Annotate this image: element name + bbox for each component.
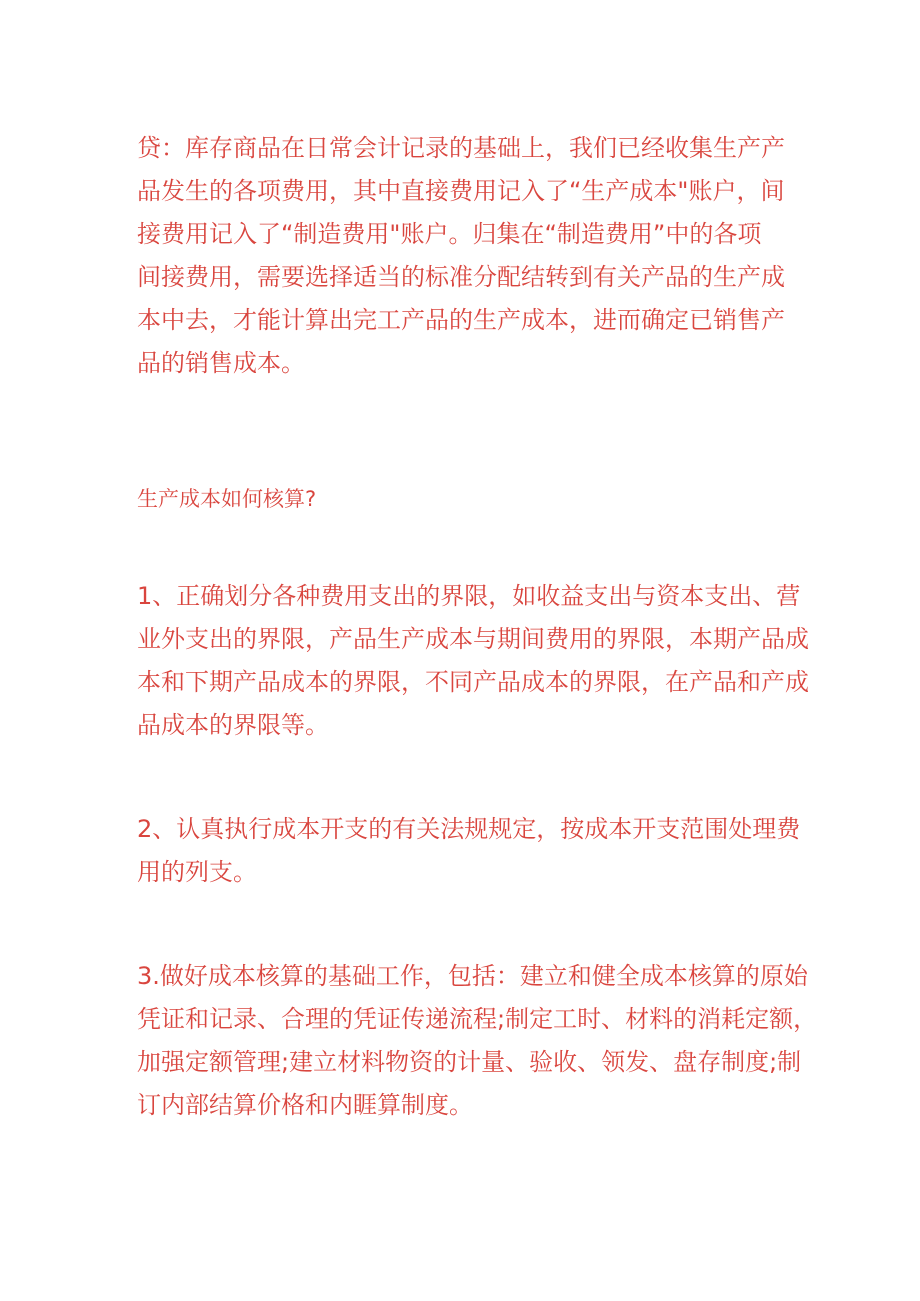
paragraph-line: 间接费用，需要选择适当的标准分配结转到有关产品的生产成	[137, 263, 785, 291]
paragraph-item-2	[137, 808, 801, 894]
paragraph-line: 品发生的各项费用，其中直接费用记入了“生产成本"账户，间	[137, 177, 785, 205]
paragraph-line: 加强定额管理;建立材料物资的计量、验收、领发、盘存制度;制	[137, 1048, 802, 1076]
paragraph-line: 贷：库存商品在日常会计记录的基础上，我们已经收集生产产	[137, 134, 785, 162]
paragraph-line: 用的列支。	[137, 858, 257, 886]
paragraph-line: 品的销售成本。	[137, 349, 305, 377]
paragraph-line: 业外支出的界限，产品生产成本与期间费用的界限，本期产品成	[137, 625, 809, 653]
paragraph-line: 品成本的界限等。	[137, 711, 329, 739]
paragraph-line: 本中去，才能计算出完工产品的生产成本，进而确定已销售产	[137, 306, 785, 334]
paragraph-line: 凭证和记录、合理的凭证传递流程;制定工时、材料的消耗定额，	[137, 1005, 818, 1033]
paragraph-line: 2、认真执行成本开支的有关法规规定，按成本开支范围处理费	[137, 815, 801, 843]
paragraph-item-1	[137, 575, 809, 747]
paragraph-line: 本和下期产品成本的界限，不同产品成本的界限，在产品和产成	[137, 668, 809, 696]
paragraph-line: 接费用记入了“制造费用"账户。归集在“制造费用”中的各项	[137, 220, 762, 248]
paragraph-sales-cost	[137, 127, 797, 385]
paragraph-item-3	[137, 955, 818, 1127]
paragraph-line: 1、正确划分各种费用支出的界限，如收益支出与资本支出、营	[137, 582, 801, 610]
paragraph-line: 3.做好成本核算的基础工作，包括：建立和健全成本核算的原始	[137, 962, 808, 990]
section-heading: 生产成本如何核算?	[137, 487, 317, 511]
paragraph-line: 订内部结算价格和内睚算制度。	[137, 1091, 473, 1119]
